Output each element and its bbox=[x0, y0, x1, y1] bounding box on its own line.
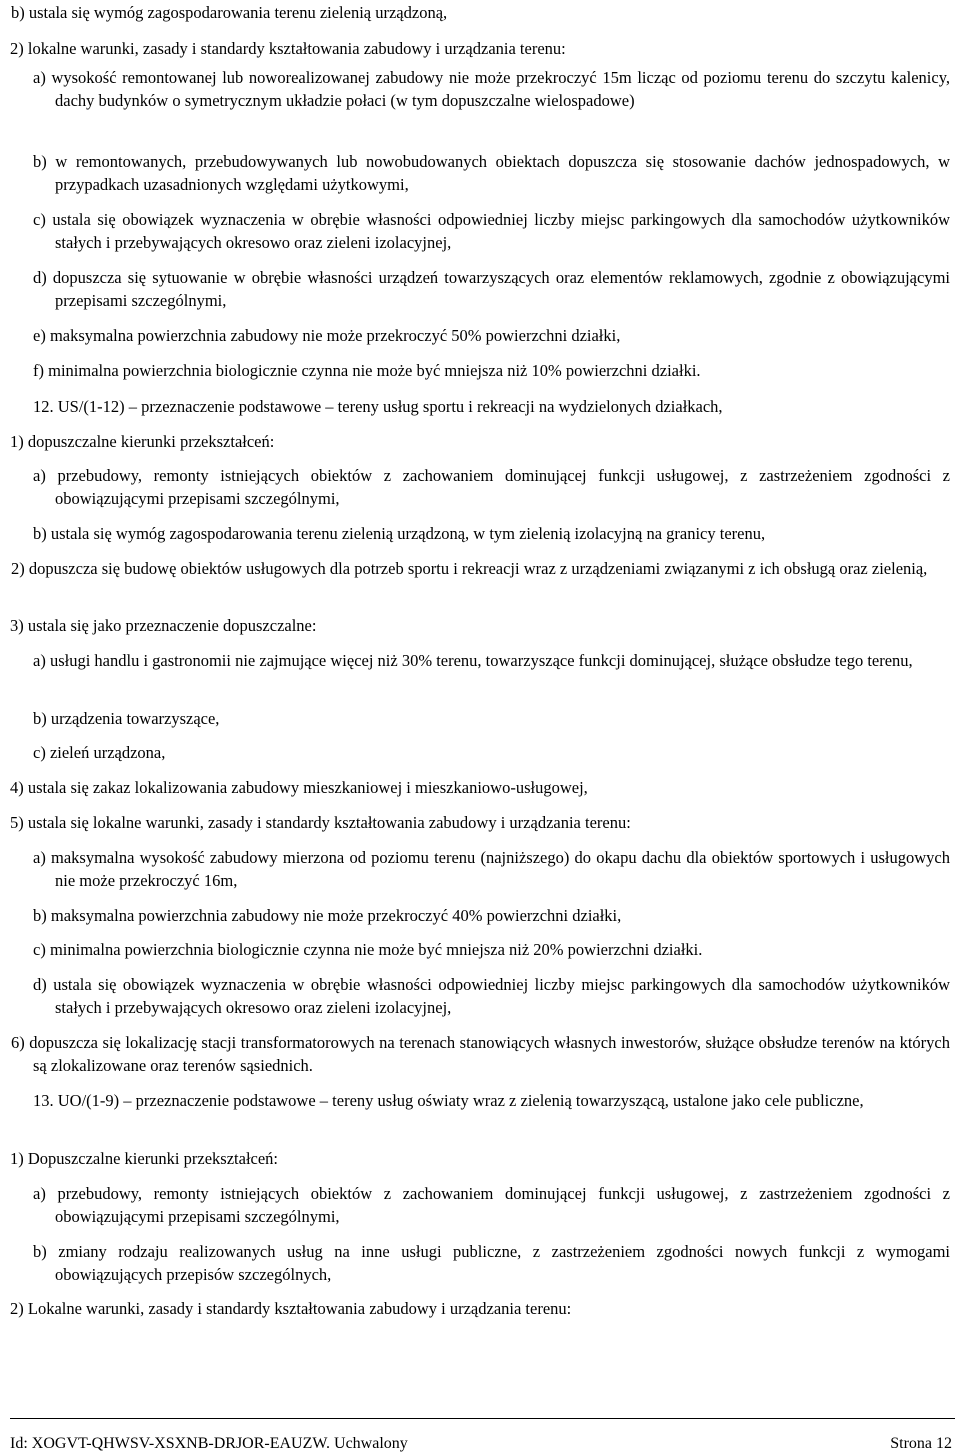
paragraph: a) maksymalna wysokość zabudowy mierzona od poziomu terenu (najniższego) do okapu dachu dla obiektów sportowych i usługowych nie może przekroczyć 16m, bbox=[33, 848, 950, 890]
paragraph: 6) dopuszcza się lokalizację stacji transformatorowych na terenach stanowiących własnych inwestorów, służące obsłudze terenów na których są zlokalizowane oraz terenów sąsiednich. bbox=[11, 1033, 950, 1075]
paragraph: b) urządzenia towarzyszące, bbox=[33, 709, 220, 728]
section-heading: 12. US/(1-12) – przeznaczenie podstawowe – tereny usług sportu i rekreacji na wydzielonych działkach, bbox=[33, 397, 723, 416]
paragraph: d) ustala się obowiązek wyznaczenia w obrębie własności odpowiedniej liczby miejsc parkingowych dla samochodów użytkowników stałych i przebywających okresowo oraz zieleni izolacyjnej, bbox=[33, 975, 950, 1017]
paragraph: 1) Dopuszczalne kierunki przekształceń: bbox=[10, 1149, 279, 1168]
paragraph: 2) dopuszcza się budowę obiektów usługowych dla potrzeb sportu i rekreacji wraz z urządzeniami związanymi z ich obsługą oraz zielenią, bbox=[11, 559, 928, 578]
paragraph: a) wysokość remontowanej lub noworealizowanej zabudowy nie może przekroczyć 15m licząc od poziomu terenu do szczytu kalenicy, dachy budynków o symetrycznym układzie połaci (w tym dopuszczalne wielospadowe) bbox=[33, 68, 950, 110]
paragraph: a) przebudowy, remonty istniejących obiektów z zachowaniem dominującej funkcji usługowej, z zastrzeżeniem zgodności z obowiązującymi przepisami szczególnymi, bbox=[33, 466, 950, 508]
paragraph: f) minimalna powierzchnia biologicznie czynna nie może być mniejsza niż 10% powierzchni działki. bbox=[33, 361, 701, 380]
paragraph: b) w remontowanych, przebudowywanych lub nowobudowanych obiektach dopuszcza się stosowanie dachów jednospadowych, w przypadkach uzasadnionych względami użytkowymi, bbox=[33, 152, 950, 194]
paragraph: 5) ustala się lokalne warunki, zasady i standardy kształtowania zabudowy i urządzania terenu: bbox=[10, 813, 631, 832]
footer-page-number: Strona 12 bbox=[890, 1435, 952, 1452]
paragraph: 3) ustala się jako przeznaczenie dopuszczalne: bbox=[10, 616, 317, 635]
section-heading: 13. UO/(1-9) – przeznaczenie podstawowe – tereny usług oświaty wraz z zielenią towarzyszącą, ustalone jako cele publiczne, bbox=[33, 1091, 864, 1110]
paragraph: e) maksymalna powierzchnia zabudowy nie może przekroczyć 50% powierzchni działki, bbox=[33, 326, 621, 345]
paragraph: b) maksymalna powierzchnia zabudowy nie może przekroczyć 40% powierzchni działki, bbox=[33, 906, 622, 925]
paragraph: 1) dopuszczalne kierunki przekształceń: bbox=[10, 432, 275, 451]
paragraph: c) minimalna powierzchnia biologicznie czynna nie może być mniejsza niż 20% powierzchni działki. bbox=[33, 940, 703, 959]
paragraph: c) zieleń urządzona, bbox=[33, 743, 166, 762]
paragraph: b) ustala się wymóg zagospodarowania terenu zielenią urządzoną, w tym zielenią izolacyjną na granicy terenu, bbox=[33, 524, 766, 543]
paragraph: b) zmiany rodzaju realizowanych usług na inne usługi publiczne, z zastrzeżeniem zgodności nowych funkcji z wymogami obowiązujących przepisów szczególnych, bbox=[33, 1242, 950, 1284]
paragraph: 4) ustala się zakaz lokalizowania zabudowy mieszkaniowej i mieszkaniowo-usługowej, bbox=[10, 778, 588, 797]
footer-document-id: Id: XOGVT-QHWSV-XSXNB-DRJOR-EAUZW. Uchwalony bbox=[10, 1435, 408, 1452]
paragraph: c) ustala się obowiązek wyznaczenia w obrębie własności odpowiedniej liczby miejsc parkingowych dla samochodów użytkowników stałych i przebywających okresowo oraz zieleni izolacyjnej, bbox=[33, 210, 950, 252]
footer-divider bbox=[10, 1418, 955, 1419]
paragraph: a) przebudowy, remonty istniejących obiektów z zachowaniem dominującej funkcji usługowej, z zastrzeżeniem zgodności z obowiązującymi przepisami szczególnymi, bbox=[33, 1184, 950, 1226]
paragraph: d) dopuszcza się sytuowanie w obrębie własności urządzeń towarzyszących oraz elementów reklamowych, zgodnie z obowiązującymi przepisami szczególnymi, bbox=[33, 268, 950, 310]
paragraph: b) ustala się wymóg zagospodarowania terenu zielenią urządzoną, bbox=[11, 3, 448, 22]
paragraph: a) usługi handlu i gastronomii nie zajmujące więcej niż 30% terenu, towarzyszące funkcji dominującej, służące obsłudze tego terenu, bbox=[33, 651, 913, 670]
paragraph: 2) Lokalne warunki, zasady i standardy kształtowania zabudowy i urządzania terenu: bbox=[10, 1299, 572, 1318]
paragraph: 2) lokalne warunki, zasady i standardy kształtowania zabudowy i urządzania terenu: bbox=[10, 39, 566, 58]
